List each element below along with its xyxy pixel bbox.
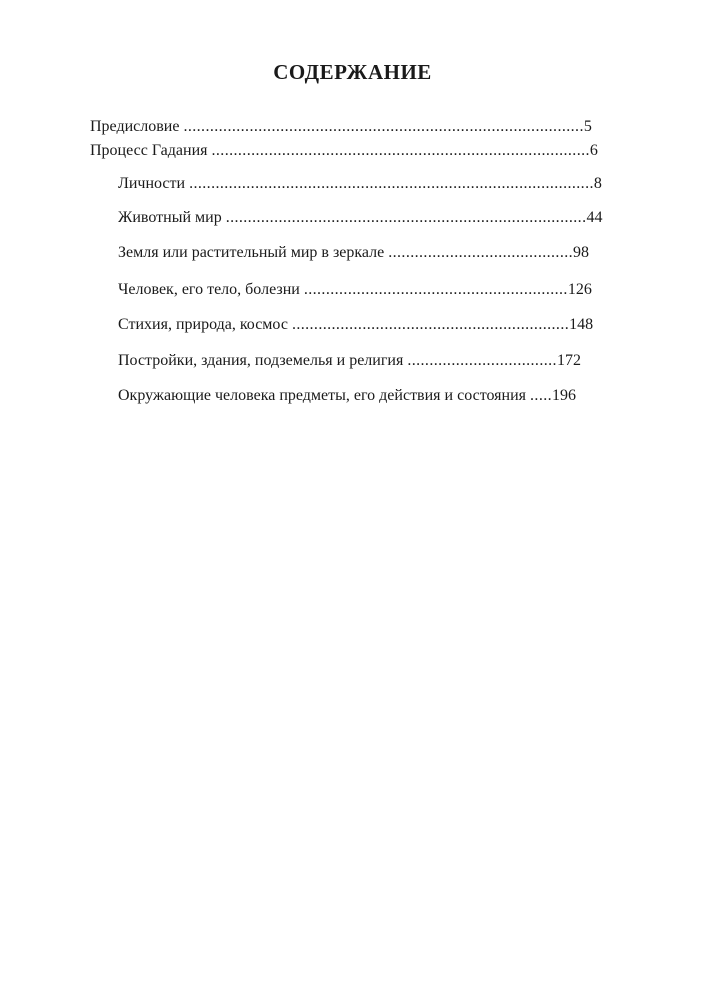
toc-page-number: 172	[556, 352, 581, 369]
toc-leader-dots: ...........................................................................................	[183, 118, 584, 135]
toc-subentry	[118, 351, 648, 371]
toc-page-number: 148	[569, 316, 594, 333]
toc-leader-dots: ............................................................	[303, 281, 568, 298]
toc-page-number: 8	[593, 175, 602, 192]
toc-entry-label: Предисловие	[90, 118, 184, 135]
toc-entry	[90, 117, 650, 137]
toc-subentry	[118, 174, 648, 194]
toc-entry-label: Постройки, здания, подземелья и религия	[118, 352, 408, 369]
toc-leader-dots: ............................................................................................	[189, 175, 594, 192]
toc-leader-dots: ......................................................................................	[211, 142, 590, 159]
page-title: СОДЕРЖАНИЕ	[273, 60, 432, 84]
toc-subentry	[118, 386, 648, 406]
toc-entry-label: Стихия, природа, космос	[118, 316, 292, 333]
toc-page-number: 5	[583, 118, 592, 135]
toc-entry	[90, 141, 650, 161]
toc-leader-dots: ..................................	[407, 352, 557, 369]
toc-subentry	[118, 280, 648, 300]
toc-leader-dots: ...............................................................	[291, 316, 570, 333]
toc-entry-label: Процесс Гадания	[90, 142, 212, 159]
toc-page-number: 196	[552, 387, 577, 404]
toc-entry-label: Окружающие человека предметы, его действия и состояния	[118, 387, 531, 404]
toc-entry-label: Человек, его тело, болезни	[118, 281, 304, 298]
toc-leader-dots: ..........................................	[388, 244, 574, 261]
toc-subentry	[118, 315, 648, 335]
toc-entry-label: Личности	[118, 175, 190, 192]
toc-leader-dots: ..................................................................................	[225, 209, 587, 226]
toc-subentry	[118, 243, 648, 263]
toc-page-number: 126	[567, 281, 592, 298]
toc-entry-label: Земля или растительный мир в зеркале	[118, 244, 389, 261]
toc-page-number: 6	[589, 142, 598, 159]
toc-entry-label: Животный мир	[118, 209, 226, 226]
toc-subentry	[118, 208, 648, 228]
toc-page-number: 98	[573, 244, 590, 261]
toc-page-number: 44	[586, 209, 603, 226]
toc-leader-dots: .....	[530, 387, 553, 404]
